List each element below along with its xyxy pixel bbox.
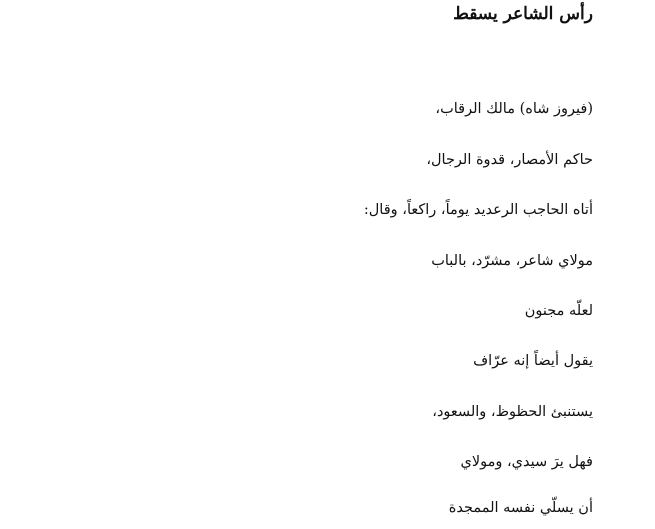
poem-line-5: لعلّه مجنون xyxy=(524,303,593,319)
poem-line-2: حاكم الأمصار، قدوة الرجال، xyxy=(426,152,593,168)
poem-line-8: فهل يرَ سيدي، ومولاي xyxy=(460,454,593,470)
poem-line-6: يقول أيضاً إنه عرّاف xyxy=(473,353,593,369)
poem-title: رأس الشاعر يسقط xyxy=(453,4,593,24)
poem-line-3: أتاه الحاجب الرعديد يوماً، راكعاً، وقال: xyxy=(363,202,593,218)
poem-line-7: يستنبئ الحظوظ، والسعود، xyxy=(432,404,593,420)
poem-line-1: (فيروز شاه) مالك الرقاب، xyxy=(435,101,593,117)
poem-line-4: مولاي شاعر، مشرّد، بالباب xyxy=(431,253,593,269)
poem-line-9: أن يسلّي نفسه الممجدة xyxy=(448,500,593,516)
